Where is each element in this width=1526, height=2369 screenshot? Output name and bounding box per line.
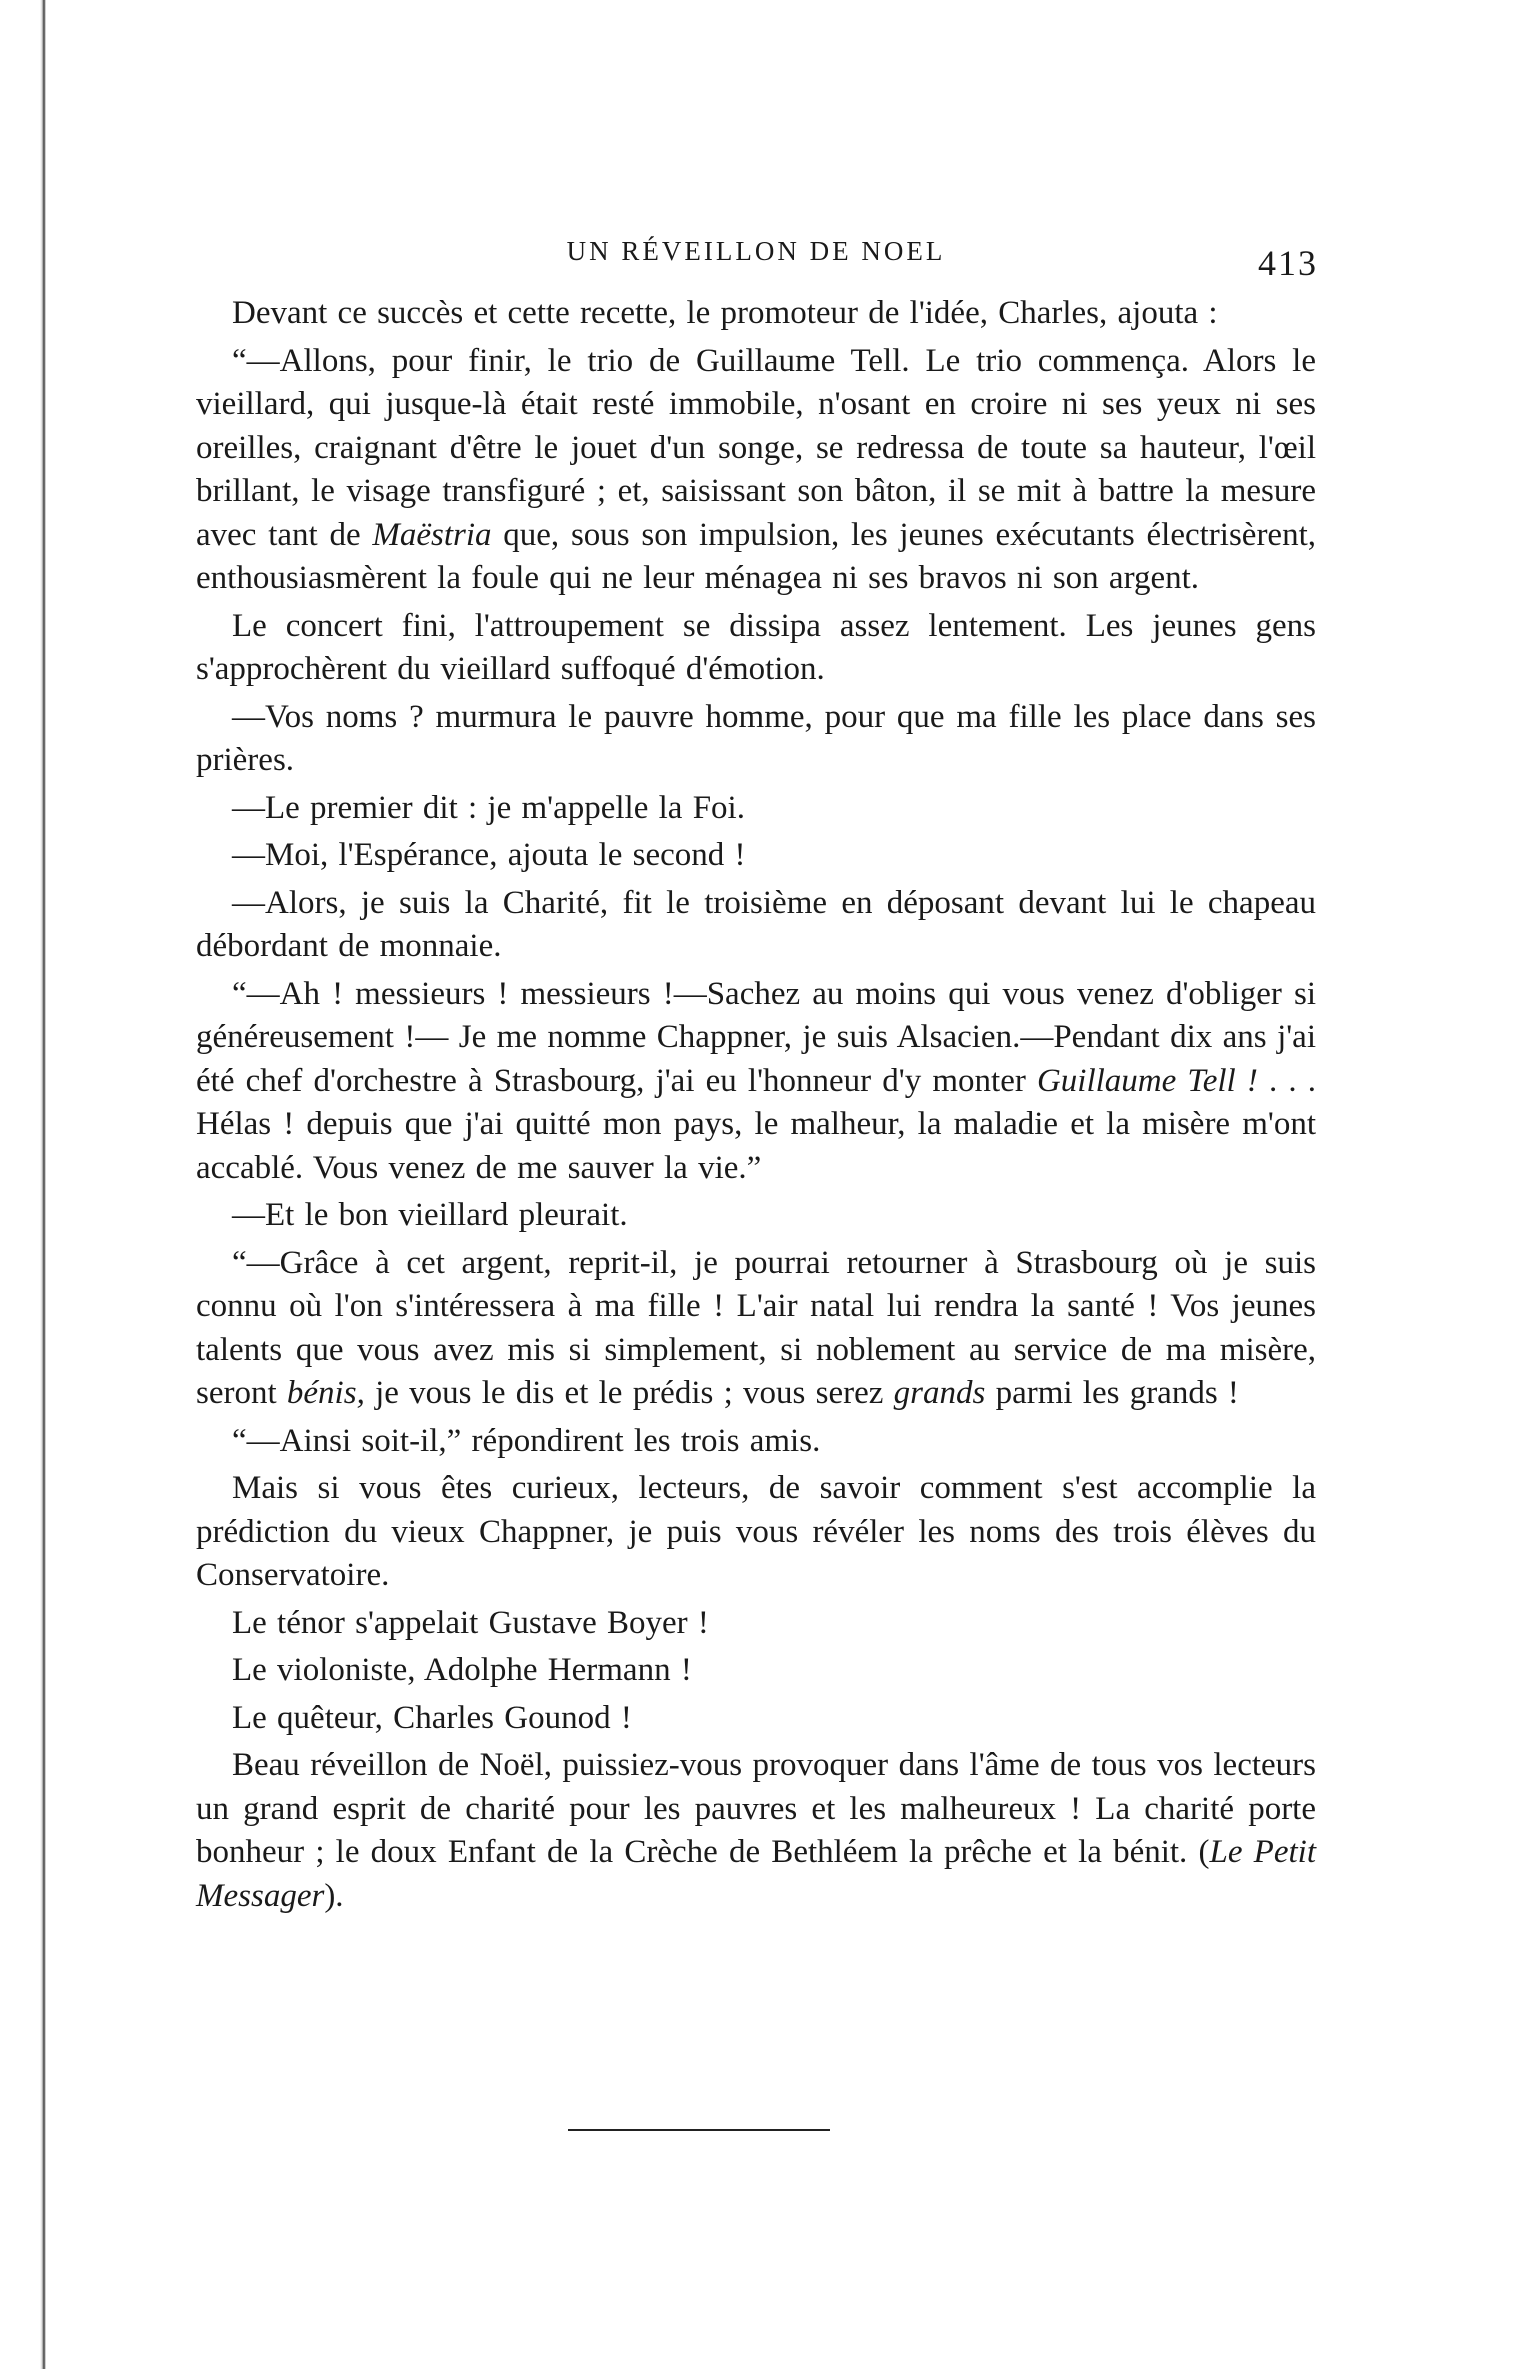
paragraph: Le quêteur, Charles Gounod ! [232,1699,632,1736]
paragraph: —Le premier dit : je m'appelle la Foi. [232,789,745,826]
running-head [196,222,1316,292]
book-page [196,222,1316,1922]
paragraph: —Alors, je suis la Charité, fit le troisième en déposant devant lui le chapeau débordant de monnaie. [196,884,1316,964]
italic-text: Le Petit Messager [196,1834,1316,1914]
paragraph: Le violoniste, Adolphe Hermann ! [232,1652,692,1688]
paragraph: Mais si vous êtes curieux, lecteurs, de savoir comment s'est accomplie la prédiction du vieux Chappner, je puis vous révéler les noms des trois élèves du Conservatoire. [196,1470,1316,1593]
paragraph: Devant ce succès et cette recette, le promoteur de l'idée, Charles, ajouta : [232,295,1218,331]
running-title: UN RÉVEILLON DE NOEL [566,236,946,266]
italic-text: Guillaume Tell ! [1036,1062,1258,1099]
italic-text: bénis, [286,1375,365,1411]
paragraph: —Vos noms ? murmura le pauvre homme, pour que ma fille les place dans ses prières. [196,698,1316,778]
italic-text: grands [893,1375,986,1411]
paragraph: Le ténor s'appelait Gustave Boyer ! [232,1604,709,1641]
paragraph: “—Ah ! messieurs ! messieurs !—Sachez au moins qui vous venez d'obliger si généreusement !— Je me nomme Chappner, je suis Alsacien.—Pendant dix ans j'ai été chef d'orchestre à Strasbourg, j'ai eu l'honneur d'y monter Guillaume Tell ! . . . Hélas ! depuis que j'ai quitté mon pays, le malheur, la maladie et la misère m'ont accablé. Vous venez de me sauver la vie.” [196,975,1316,1186]
paragraph: Beau réveillon de Noël, puissiez-vous provoquer dans l'âme de tous vos lecteurs un grand esprit de charité pour les pauvres et les malheureux ! La charité porte bonheur ; le doux Enfant de la Crèche de Bethléem la prêche et la bénit. (Le Petit Messager). [196,1747,1316,1914]
italic-text: Maëstria [372,516,492,553]
page-number: 413 [1258,243,1318,283]
paragraph: —Et le bon vieillard pleurait. [232,1197,628,1233]
paragraph: —Moi, l'Espérance, ajouta le second ! [232,837,746,873]
body-text [196,292,1316,1918]
paragraph: “—Allons, pour finir, le trio de Guillaume Tell. Le trio commença. Alors le vieillard, qui jusque-là était resté immobile, n'osant en croire ni ses yeux ni ses oreilles, craignant d'être le jouet d'un songe, se redressa de toute sa hauteur, l'œil brillant, le visage transfiguré ; et, saisissant son bâton, il se mit à battre la mesure avec tant de Maëstria que, sous son impulsion, les jeunes exécutants électrisèrent, enthousiasmèrent la foule qui ne leur ménagea ni ses bravos ni son argent. [196,342,1316,596]
end-rule [568,2129,830,2131]
paragraph: “—Grâce à cet argent, reprit-il, je pourrai retourner à Strasbourg où je suis connu où l'on s'intéressera à ma fille ! L'air natal lui rendra la santé ! Vos jeunes talents que vous avez mis si simplement, si noblement au service de ma misère, seront bénis, je vous le dis et le prédis ; vous serez grands parmi les grands ! [196,1244,1316,1411]
paragraph: Le concert fini, l'attroupement se dissipa assez lentement. Les jeunes gens s'approchèrent du vieillard suffoqué d'émotion. [196,607,1316,687]
scan-binding-edge [0,0,46,2369]
paragraph: “—Ainsi soit-il,” répondirent les trois amis. [232,1422,821,1459]
